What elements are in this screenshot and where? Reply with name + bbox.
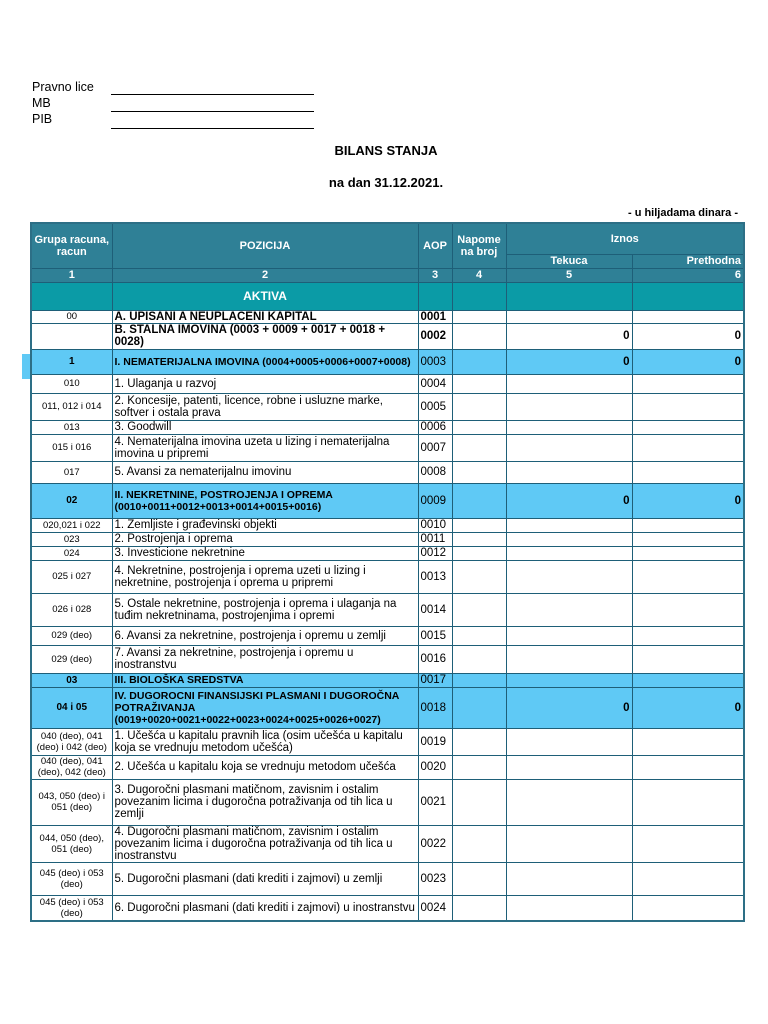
- row-napomena[interactable]: [452, 434, 506, 461]
- table-row: [31, 518, 744, 532]
- row-aop: 0002: [418, 323, 452, 349]
- row-napomena[interactable]: [452, 323, 506, 349]
- row-aop: 0014: [418, 593, 452, 626]
- row-tekuca[interactable]: 0: [506, 323, 632, 349]
- row-tekuca[interactable]: [506, 626, 632, 645]
- row-tekuca[interactable]: [506, 434, 632, 461]
- row-napomena[interactable]: [452, 593, 506, 626]
- row-pozicija: 4. Nekretnine, postrojenja i oprema uzeti u lizing i nekretnine, postrojenja i oprema u pripremi: [112, 560, 418, 593]
- row-napomena[interactable]: [452, 687, 506, 728]
- row-grupa: 03: [31, 673, 112, 687]
- row-pozicija: 1. Ulaganja u razvoj: [112, 374, 418, 393]
- row-pozicija: 2. Postrojenja i oprema: [112, 532, 418, 546]
- row-napomena[interactable]: [452, 310, 506, 323]
- row-prethodna[interactable]: [632, 728, 744, 755]
- label-pravno-lice: Pravno lice: [32, 80, 94, 94]
- row-prethodna[interactable]: [632, 461, 744, 483]
- row-grupa: 040 (deo), 041 (deo), 042 (deo): [31, 755, 112, 779]
- row-tekuca[interactable]: [506, 755, 632, 779]
- row-prethodna[interactable]: [632, 825, 744, 862]
- row-napomena[interactable]: [452, 393, 506, 420]
- section-empty-cell: [452, 282, 506, 310]
- row-tekuca[interactable]: [506, 673, 632, 687]
- column-numbers-row: [31, 268, 744, 282]
- row-pozicija: III. BIOLOŠKA SREDSTVA: [112, 673, 418, 687]
- row-prethodna[interactable]: [632, 393, 744, 420]
- table-row: [31, 532, 744, 546]
- row-aop: 0007: [418, 434, 452, 461]
- row-tekuca[interactable]: 0: [506, 687, 632, 728]
- row-aop: 0010: [418, 518, 452, 532]
- table-row: [31, 546, 744, 560]
- row-tekuca[interactable]: [506, 374, 632, 393]
- row-tekuca[interactable]: [506, 825, 632, 862]
- col-num-4: 4: [452, 268, 506, 282]
- row-grupa: 023: [31, 532, 112, 546]
- row-tekuca[interactable]: [506, 461, 632, 483]
- row-napomena[interactable]: [452, 420, 506, 434]
- row-pozicija: 7. Avansi za nekretnine, postrojenja i opremu u inostranstvu: [112, 645, 418, 673]
- row-prethodna[interactable]: [632, 779, 744, 825]
- row-aop: 0011: [418, 532, 452, 546]
- section-empty-cell: [632, 282, 744, 310]
- table-row: [31, 483, 744, 518]
- row-aop: 0018: [418, 687, 452, 728]
- row-grupa: 015 i 016: [31, 434, 112, 461]
- row-pozicija: 6. Avansi za nekretnine, postrojenja i opremu u zemlji: [112, 626, 418, 645]
- row-aop: 0001: [418, 310, 452, 323]
- row-selection-marker: [22, 354, 30, 379]
- row-prethodna[interactable]: [632, 518, 744, 532]
- row-grupa: 025 i 027: [31, 560, 112, 593]
- row-pozicija: 1. Učešća u kapitalu pravnih lica (osim učešća u kapitalu koja se vrednuju metodom učešća): [112, 728, 418, 755]
- row-grupa: 013: [31, 420, 112, 434]
- table-row: [31, 862, 744, 895]
- row-tekuca[interactable]: 0: [506, 483, 632, 518]
- row-grupa: 017: [31, 461, 112, 483]
- row-tekuca[interactable]: [506, 310, 632, 323]
- row-napomena[interactable]: [452, 779, 506, 825]
- col-num-5: 5: [506, 268, 632, 282]
- row-tekuca[interactable]: [506, 393, 632, 420]
- row-pozicija: 3. Dugoročni plasmani matičnom, zavisnim i ostalim povezanim licima i dugoročna potraživanja od tih lica u zemlji: [112, 779, 418, 825]
- row-tekuca[interactable]: [506, 420, 632, 434]
- row-prethodna[interactable]: [632, 862, 744, 895]
- row-tekuca[interactable]: [506, 532, 632, 546]
- col-num-1: 1: [31, 268, 112, 282]
- row-tekuca[interactable]: [506, 728, 632, 755]
- row-napomena[interactable]: [452, 825, 506, 862]
- row-grupa: 00: [31, 310, 112, 323]
- row-grupa: 029 (deo): [31, 626, 112, 645]
- row-tekuca[interactable]: [506, 593, 632, 626]
- row-prethodna[interactable]: [632, 420, 744, 434]
- report-date: na dan 31.12.2021.: [328, 175, 444, 190]
- row-grupa: 029 (deo): [31, 645, 112, 673]
- row-napomena[interactable]: [452, 374, 506, 393]
- row-tekuca[interactable]: [506, 546, 632, 560]
- row-prethodna[interactable]: [632, 560, 744, 593]
- table-row: [31, 779, 744, 825]
- table-row: [31, 461, 744, 483]
- row-grupa: 024: [31, 546, 112, 560]
- row-pozicija: I. NEMATERIJALNA IMOVINA (0004+0005+0006+0007+0008): [112, 349, 418, 374]
- section-empty-cell: [418, 282, 452, 310]
- row-prethodna[interactable]: [632, 895, 744, 921]
- section-aktiva-row: [31, 282, 744, 310]
- row-grupa: [31, 323, 112, 349]
- row-napomena[interactable]: [452, 461, 506, 483]
- row-napomena[interactable]: [452, 862, 506, 895]
- row-prethodna[interactable]: [632, 593, 744, 626]
- row-napomena[interactable]: [452, 560, 506, 593]
- table-row: [31, 895, 744, 921]
- col-header-prethodna: Prethodna: [632, 254, 744, 268]
- row-aop: 0005: [418, 393, 452, 420]
- row-aop: 0021: [418, 779, 452, 825]
- row-aop: 0023: [418, 862, 452, 895]
- col-num-2: 2: [112, 268, 418, 282]
- row-grupa: 044, 050 (deo), 051 (deo): [31, 825, 112, 862]
- table-row: [31, 434, 744, 461]
- row-prethodna[interactable]: [632, 532, 744, 546]
- row-grupa: 026 i 028: [31, 593, 112, 626]
- row-napomena[interactable]: [452, 895, 506, 921]
- row-pozicija: 2. Učešća u kapitalu koja se vrednuju metodom učešća: [112, 755, 418, 779]
- mb-field[interactable]: [111, 111, 314, 112]
- row-grupa: 04 i 05: [31, 687, 112, 728]
- row-tekuca[interactable]: [506, 645, 632, 673]
- row-prethodna[interactable]: [632, 434, 744, 461]
- row-aop: 0006: [418, 420, 452, 434]
- row-napomena[interactable]: [452, 645, 506, 673]
- row-napomena[interactable]: [452, 483, 506, 518]
- row-grupa: 020,021 i 022: [31, 518, 112, 532]
- row-aop: 0016: [418, 645, 452, 673]
- section-empty-cell: [506, 282, 632, 310]
- row-prethodna[interactable]: 0: [632, 349, 744, 374]
- pib-field[interactable]: [111, 128, 314, 129]
- table-row: [31, 728, 744, 755]
- row-prethodna[interactable]: 0: [632, 687, 744, 728]
- row-napomena[interactable]: [452, 546, 506, 560]
- row-napomena[interactable]: [452, 755, 506, 779]
- table-row: [31, 673, 744, 687]
- row-tekuca[interactable]: 0: [506, 349, 632, 374]
- row-grupa: 040 (deo), 041 (deo) i 042 (deo): [31, 728, 112, 755]
- row-prethodna[interactable]: [632, 546, 744, 560]
- col-header-napomena: Napome na broj: [452, 223, 506, 268]
- row-pozicija: B. STALNA IMOVINA (0003 + 0009 + 0017 + 0018 + 0028): [112, 323, 418, 349]
- row-prethodna[interactable]: [632, 310, 744, 323]
- section-empty-cell: [31, 282, 112, 310]
- row-grupa: 02: [31, 483, 112, 518]
- row-aop: 0013: [418, 560, 452, 593]
- row-aop: 0009: [418, 483, 452, 518]
- row-prethodna[interactable]: [632, 673, 744, 687]
- row-napomena[interactable]: [452, 673, 506, 687]
- section-aktiva-label: AKTIVA: [112, 282, 418, 310]
- col-header-aop: AOP: [418, 223, 452, 268]
- table-row: [31, 560, 744, 593]
- row-napomena[interactable]: [452, 349, 506, 374]
- row-prethodna[interactable]: [632, 645, 744, 673]
- table-row: [31, 310, 744, 323]
- row-pozicija: 5. Dugoročni plasmani (dati krediti i zajmovi) u zemlji: [112, 862, 418, 895]
- col-header-tekuca: Tekuca: [506, 254, 632, 268]
- table-row: [31, 755, 744, 779]
- row-tekuca[interactable]: [506, 779, 632, 825]
- row-grupa: 1: [31, 349, 112, 374]
- row-pozicija: IV. DUGOROCNI FINANSIJSKI PLASMANI I DUGOROČNA POTRAŽIVANJA (0019+0020+0021+0022+0023+0024+0025+0026+0027): [112, 687, 418, 728]
- row-pozicija: 1. Zemljiste i građevinski objekti: [112, 518, 418, 532]
- row-aop: 0024: [418, 895, 452, 921]
- row-prethodna[interactable]: [632, 374, 744, 393]
- row-tekuca[interactable]: [506, 862, 632, 895]
- row-pozicija: 6. Dugoročni plasmani (dati krediti i zajmovi) u inostranstvu: [112, 895, 418, 921]
- row-pozicija: II. NEKRETNINE, POSTROJENJA I OPREMA (0010+0011+0012+0013+0014+0015+0016): [112, 483, 418, 518]
- row-napomena[interactable]: [452, 532, 506, 546]
- row-aop: 0015: [418, 626, 452, 645]
- row-pozicija: 5. Ostale nekretnine, postrojenja i oprema i ulaganja na tuđim nekretninama, postrojenjima i opremi: [112, 593, 418, 626]
- row-tekuca[interactable]: [506, 560, 632, 593]
- row-napomena[interactable]: [452, 518, 506, 532]
- row-tekuca[interactable]: [506, 895, 632, 921]
- row-pozicija: 5. Avansi za nematerijalnu imovinu: [112, 461, 418, 483]
- row-aop: 0022: [418, 825, 452, 862]
- table-row: [31, 626, 744, 645]
- row-aop: 0004: [418, 374, 452, 393]
- col-header-grupa: Grupa racuna, racun: [31, 223, 112, 268]
- pravno-lice-field[interactable]: [111, 94, 314, 95]
- col-num-3: 3: [418, 268, 452, 282]
- table-row: [31, 323, 744, 349]
- row-aop: 0019: [418, 728, 452, 755]
- row-prethodna[interactable]: 0: [632, 483, 744, 518]
- row-pozicija: 3. Goodwill: [112, 420, 418, 434]
- row-prethodna[interactable]: [632, 626, 744, 645]
- table-row: [31, 374, 744, 393]
- row-tekuca[interactable]: [506, 518, 632, 532]
- row-napomena[interactable]: [452, 728, 506, 755]
- row-aop: 0008: [418, 461, 452, 483]
- row-grupa: 043, 050 (deo) i 051 (deo): [31, 779, 112, 825]
- row-aop: 0003: [418, 349, 452, 374]
- row-aop: 0017: [418, 673, 452, 687]
- row-pozicija: 4. Nematerijalna imovina uzeta u lizing i nematerijalna imovina u pripremi: [112, 434, 418, 461]
- balance-sheet-table: [30, 222, 745, 922]
- table-row: [31, 349, 744, 374]
- label-pib: PIB: [32, 112, 53, 126]
- row-prethodna[interactable]: 0: [632, 323, 744, 349]
- row-napomena[interactable]: [452, 626, 506, 645]
- row-pozicija: A. UPISANI A NEUPLACENI KAPITAL: [112, 310, 418, 323]
- row-grupa: 011, 012 i 014: [31, 393, 112, 420]
- row-pozicija: 2. Koncesije, patenti, licence, robne i usluzne marke, softver i ostala prava: [112, 393, 418, 420]
- header-row: [31, 223, 744, 254]
- col-header-iznos: Iznos: [506, 223, 744, 254]
- table-row: [31, 393, 744, 420]
- label-mb: MB: [32, 96, 51, 110]
- row-grupa: 045 (deo) i 053 (deo): [31, 895, 112, 921]
- row-pozicija: 3. Investicione nekretnine: [112, 546, 418, 560]
- row-grupa: 010: [31, 374, 112, 393]
- table-row: [31, 825, 744, 862]
- col-num-6: 6: [632, 268, 744, 282]
- table-row: [31, 687, 744, 728]
- row-pozicija: 4. Dugoročni plasmani matičnom, zavisnim i ostalim povezanim licima i dugoročna potraživanja od tih lica u inostranstvu: [112, 825, 418, 862]
- row-aop: 0020: [418, 755, 452, 779]
- row-prethodna[interactable]: [632, 755, 744, 779]
- unit-note: - u hiljadama dinara -: [627, 207, 738, 219]
- table-row: [31, 593, 744, 626]
- table-row: [31, 420, 744, 434]
- row-aop: 0012: [418, 546, 452, 560]
- col-header-pozicija: POZICIJA: [112, 223, 418, 268]
- table-row: [31, 645, 744, 673]
- row-grupa: 045 (deo) i 053 (deo): [31, 862, 112, 895]
- report-title: BILANS STANJA: [334, 143, 438, 158]
